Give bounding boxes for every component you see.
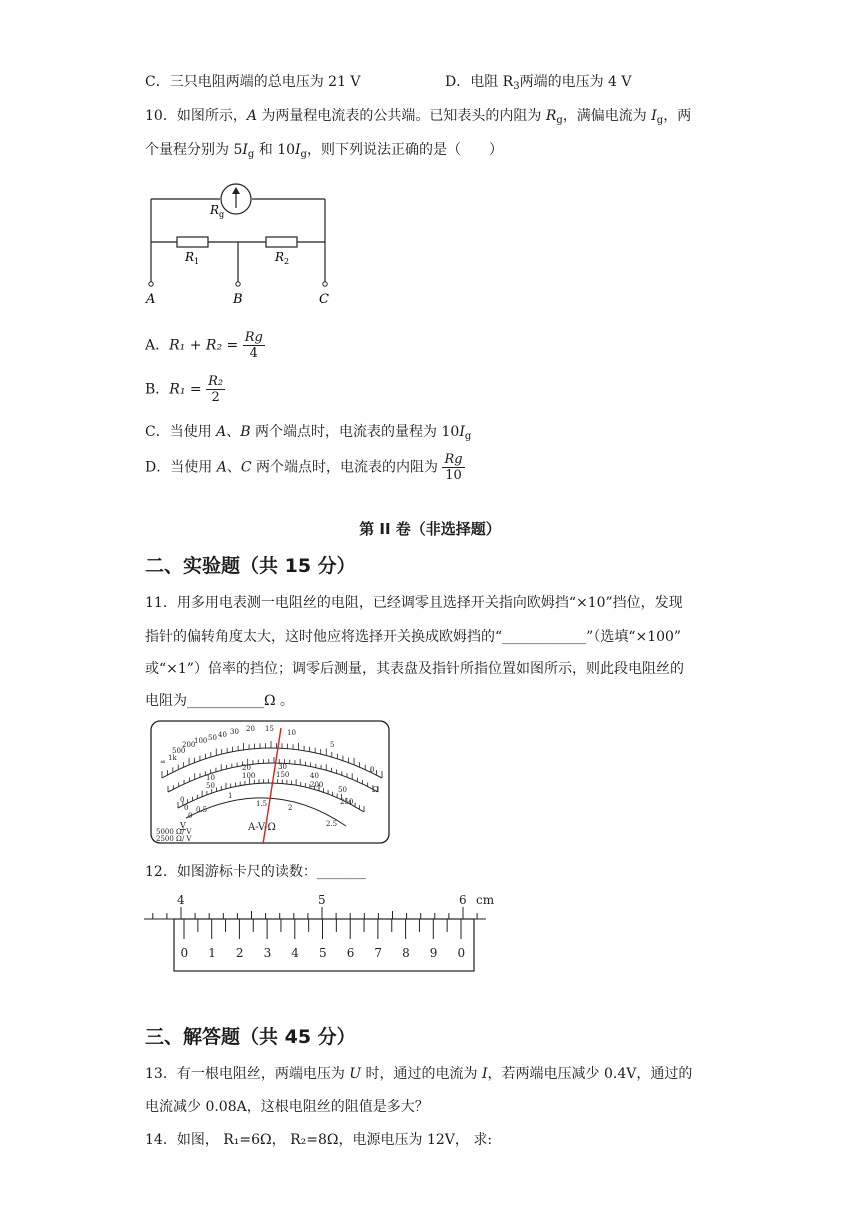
dc-c-1: 1 — [228, 792, 233, 800]
q11-line4: 电阻为___________Ω 。 — [145, 693, 295, 709]
q13-line2: 电流减少 0.08A，这根电阻丝的阻值是多大？ — [145, 1099, 429, 1115]
ohm-tick-30: 30 — [230, 728, 239, 736]
q11-line3: 或“×1”）倍率的挡位；调零后测量，其表盘及指针所指位置如图所示，则此段电阻丝的 — [145, 661, 684, 677]
vernier-label: 1 — [208, 946, 216, 960]
vernier-label: 0 — [457, 946, 466, 960]
resistor-r1-symbol — [177, 237, 208, 247]
resistor-r2-symbol — [266, 237, 297, 247]
vernier-label: 2 — [235, 946, 244, 960]
ohm-tick-10: 10 — [287, 729, 296, 737]
label-r2: $R_2$ — [275, 250, 290, 266]
q13-line1: 13．有一根电阻丝，两端电压为 U 时，通过的电流为 I，若两端电压减少 0.4V，通过的 — [145, 1066, 693, 1082]
vernier-label: 8 — [402, 946, 410, 960]
section-3-title: 三、解答题（共 45 分） — [145, 1026, 356, 1048]
omega-symbol: Ω — [372, 785, 379, 794]
q14-line1: 14．如图， R₁=6Ω， R₂=8Ω，电源电压为 12V， 求: — [145, 1132, 493, 1148]
q9-option-d: D．电阻 $R_3$两端的电压为 4 V — [445, 74, 632, 92]
dc-a-50: 50 — [338, 786, 347, 794]
spec-line-1: 5000 Ω/ V — [156, 828, 192, 836]
dc-b-250: 250 — [340, 798, 354, 806]
label-rg: $R_g$ — [210, 203, 225, 219]
dc-b-50: 50 — [206, 782, 215, 790]
q10-stem-line1: 10．如图所示，A 为两量程电流表的公共端。已知表头的内阻为 $R_g$，满偏电流为 $I_g$，两 — [145, 108, 692, 126]
dc-a-40: 40 — [310, 772, 319, 780]
terminal-c-label: C — [319, 292, 329, 307]
vernier-label: 7 — [374, 946, 383, 960]
ohm-tick-5: 5 — [330, 741, 335, 749]
q9-option-c: C．三只电阻两端的总电压为 21 V — [145, 74, 361, 90]
ohm-tick-40: 40 — [218, 731, 227, 739]
spec-line-2: 2500 Ω/ V — [156, 835, 192, 843]
terminal-b-label: B — [233, 292, 243, 307]
dc-b-200: 200 — [310, 781, 324, 789]
q12-question: 12．如图游标卡尺的读数：_______ — [145, 864, 366, 880]
dc-a-20: 20 — [242, 764, 251, 772]
dc-b-150: 150 — [276, 771, 290, 779]
section-2-title: 二、实验题（共 15 分） — [145, 555, 356, 577]
multimeter-dial — [150, 720, 392, 846]
main-label-6: 6 — [459, 893, 467, 907]
vernier-label: 0 — [180, 946, 189, 960]
dc-a-0: 0 — [180, 796, 185, 804]
main-label-4: 4 — [177, 893, 185, 907]
vernier-label: 3 — [263, 946, 272, 960]
ohm-tick-500: 500 — [172, 747, 186, 755]
ohm-tick-200: 200 — [182, 741, 196, 749]
terminal-a-label: A — [146, 292, 156, 307]
q10-option-a: A．R₁ + R₂ = $\frac{Rg}{4}$ — [145, 330, 263, 361]
main-label-5: 5 — [318, 893, 326, 907]
vernier-caliper — [140, 890, 500, 974]
ohm-tick-0: 0 — [370, 766, 375, 774]
label-r1: $R_1$ — [185, 250, 200, 266]
vernier-label: 6 — [346, 946, 355, 960]
ohm-tick-50: 50 — [208, 734, 217, 742]
q10-option-d: D．当使用 A、C 两个端点时，电流表的内阻为 $\frac{Rg}{10}$ — [145, 452, 463, 483]
q10-stem-line2: 个量程分别为 $5I_g$ 和 $10I_g$，则下列说法正确的是（ ） — [145, 142, 503, 160]
dc-b-100: 100 — [242, 772, 256, 780]
dc-c-25: 2.5 — [326, 820, 338, 828]
q10-option-c: C．当使用 A、B 两个端点时，电流表的量程为 $10I_g$ — [145, 424, 472, 442]
ohm-tick-inf: ∞ — [160, 758, 166, 766]
dc-c-2: 2 — [288, 804, 293, 812]
ohm-tick-15: 15 — [265, 725, 274, 733]
q11-line2: 指针的偏转角度太大，这时他应将选择开关换成欧姆挡的“____________”（选填“×100” — [145, 629, 682, 645]
vernier-label: 4 — [291, 946, 299, 960]
q10-circuit-diagram — [140, 178, 340, 308]
volt-label: V — [180, 821, 186, 830]
vernier-plate — [174, 919, 474, 971]
dc-a-10: 10 — [206, 774, 215, 782]
dc-c-0: 0 — [188, 812, 193, 820]
q11-line1: 11．用多用电表测一电阻丝的电阻，已经调零且选择开关指向欧姆挡“×10”挡位，发现 — [145, 595, 683, 611]
dc-b-0: 0 — [184, 804, 189, 812]
ohm-tick-100: 100 — [194, 737, 208, 745]
dc-c-05: 0.5 — [196, 806, 208, 814]
q10-option-b: B．R₁ = $\frac{\text{R₂}}{2}$ — [145, 374, 224, 405]
meter-brand: A-V-Ω — [248, 822, 276, 833]
dc-c-15: 1.5 — [256, 800, 268, 808]
dc-a-30: 30 — [278, 763, 287, 771]
ohm-tick-1k: 1k — [168, 754, 177, 762]
vernier-label: 5 — [319, 946, 327, 960]
unit-cm: cm — [476, 893, 495, 907]
vernier-label: 9 — [429, 946, 438, 960]
part-2-title: 第 II 卷（非选择题） — [359, 520, 501, 538]
ohm-tick-20: 20 — [246, 725, 255, 733]
